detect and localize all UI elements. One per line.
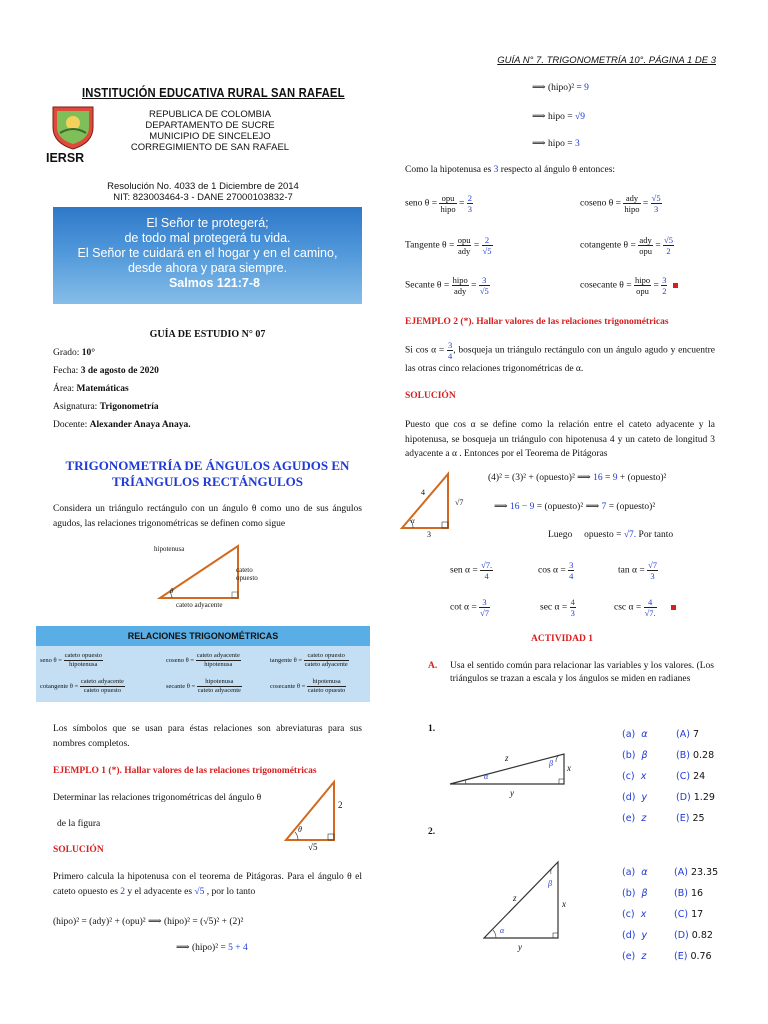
frac-den: 2 (666, 246, 671, 256)
frac (439, 193, 456, 214)
example2-eq2 (494, 501, 655, 512)
example1-statement: Determinar las relaciones trigonométricas del ángulo θ (53, 793, 262, 803)
frac-num: hipo (634, 275, 651, 285)
result-name: sen α = (450, 565, 478, 576)
eq-value: 3 (575, 139, 580, 149)
stmt-text: , bosqueja un triángulo rectángulo con un ángulo agudo y encuentre las otras cinco relaciones trigonométricas de α. (405, 345, 716, 374)
eq-value: 16 (593, 473, 603, 483)
relations-table (36, 626, 370, 702)
frac (452, 275, 469, 296)
frac-den: ady (457, 246, 471, 256)
example1-eq1: (hipo)² = (ady)² + (opu)² ⟹ (hipo)² = (√5)² + (2)² (53, 917, 244, 927)
table-cell (166, 652, 241, 669)
frac-num: 2 (467, 193, 472, 203)
frac (570, 597, 576, 618)
table-cell (270, 678, 346, 695)
problem2-left-options (622, 862, 648, 967)
eq-part: ⟹ hipo = (532, 139, 573, 149)
eq-part: = (602, 473, 613, 483)
institution-name: INSTITUCIÓN EDUCATIVA RURAL SAN RAFAEL (82, 86, 345, 100)
option: (c) x (622, 771, 647, 782)
option: (d) y (622, 792, 648, 803)
option: (e) z (622, 813, 647, 824)
resolution-text: Resolución No. 4033 de 1 Diciembre de 2014 (107, 181, 299, 192)
problem2-triangle-figure (480, 858, 566, 942)
result-name: sec α = (540, 602, 568, 613)
table-cell-frac (307, 678, 346, 695)
table-cell (270, 652, 349, 669)
frac-den: ady (454, 286, 467, 296)
frac-num: 3 (569, 560, 574, 570)
example1-eq4 (532, 111, 585, 122)
frac-den: 3 (650, 571, 655, 581)
fig-adj-label: cateto adyacente (176, 601, 223, 609)
institution-line: MUNICIPIO DE SINCELEJO (149, 131, 271, 142)
option: (e) z (622, 951, 647, 962)
bible-verse-banner (53, 207, 362, 304)
example1-solution-text (53, 870, 362, 900)
frac (467, 193, 473, 214)
nit-text: NIT: 823003464-3 - DANE 27000103832-7 (113, 192, 293, 203)
fig-hyp-label: hipotenusa (154, 545, 185, 553)
option: (c) x (622, 909, 647, 920)
result-name: tan α = (618, 565, 645, 576)
frac-num: cateto adyacente (80, 678, 124, 685)
eq-part: Por tanto (636, 530, 674, 540)
institution-lines (122, 109, 298, 153)
result-cotangent: cotangente θ = ady opu = $\frac{√5}{2}$ (580, 235, 673, 256)
example1-title: EJEMPLO 1 (*). Hallar valores de las relaciones trigonométricas (53, 766, 317, 776)
table-cell-frac (304, 652, 349, 669)
frac (638, 235, 653, 256)
ex2-result-sec (540, 597, 576, 618)
eq-part: Luego (548, 530, 573, 540)
frac-den: 4 (448, 351, 453, 361)
p1-y-label: y (510, 788, 514, 798)
result-name: cotangente θ = (580, 240, 636, 251)
hyp-text: respecto al ángulo θ entonces: (500, 165, 616, 175)
frac (634, 275, 651, 296)
ex2-fig-angle: α (411, 517, 415, 525)
subject-value: Trigonometría (99, 402, 159, 412)
subject-label: Asignatura: (53, 402, 98, 412)
frac-den: √5 (482, 246, 492, 256)
sol-opp: 2 (120, 887, 126, 897)
option: (D) 0.82 (674, 930, 713, 941)
frac-den: √5 (479, 286, 489, 296)
result-cosecant: cosecante θ = hipo opu = $\frac{3}{2}$ (580, 275, 678, 296)
frac-den: 4 (484, 571, 489, 581)
table-cell-frac (64, 652, 103, 669)
result-name: cosecante θ = (580, 280, 632, 291)
p2-x-label: x (562, 899, 566, 909)
example2-title: EJEMPLO 2 (*). Hallar valores de las relaciones trigonométricas (405, 317, 669, 327)
p1-x-label: x (567, 763, 571, 773)
result-name: Tangente θ = (405, 240, 455, 251)
ex2-result-sen (450, 560, 493, 581)
problem2-right-options (674, 862, 718, 967)
verse-line: desde ahora y para siempre. (127, 261, 288, 275)
institution-line: REPUBLICA DE COLOMBIA (149, 109, 271, 120)
option: (b) β (622, 888, 648, 899)
p2-beta-label: β (548, 879, 552, 888)
eq-value: √7. (623, 530, 637, 540)
option: (C) 17 (674, 909, 704, 920)
institution-line: CORREGIMIENTO DE SAN RAFAEL (130, 142, 290, 153)
eq-value: 7 (601, 502, 607, 512)
section-title: TRIGONOMETRÍA DE ÁNGULOS AGUDOS EN TRÍANGULOS RECTÁNGULOS (65, 458, 350, 489)
result-name: Secante θ = (405, 280, 450, 291)
frac-den: 3 (653, 204, 659, 214)
end-of-proof-icon (673, 283, 678, 288)
fig-theta-label: θ (170, 587, 174, 595)
option: (C) 24 (676, 771, 706, 782)
frac-num: ady (623, 193, 640, 204)
frac-den: 2 (662, 286, 667, 296)
frac-den: hipo (440, 204, 456, 214)
table-cell-frac (196, 652, 241, 669)
option: (A) 7 (676, 729, 699, 740)
result-secant: Secante θ = hipo ady = $\frac{3}{√5}$ (405, 275, 489, 296)
frac-den: 3 (570, 608, 575, 618)
frac-den: 3 (467, 204, 472, 214)
ex2-result-csc (614, 597, 676, 618)
activity-item-text: Usa el sentido común para relacionar las variables y los valores. (Los triángulos se trazan a escala y los ángulos se miden en radianes (450, 661, 714, 684)
activity-item-label: A. (428, 661, 438, 671)
table-cell-name: cotangente θ = (40, 682, 79, 690)
example1-eq2 (176, 942, 248, 953)
option: (b) β (622, 750, 648, 761)
p1-alpha-label: α (484, 772, 489, 781)
table-cell-name: cosecante θ = (270, 682, 306, 690)
eq-part: ⟹ (hipo)² = (532, 83, 582, 93)
problem-number: 1. (428, 724, 436, 734)
eq-value: 9 (584, 83, 589, 93)
option: (a) α (622, 729, 648, 740)
page-header: GUÍA N° 7. TRIGONOMETRÍA 10°. PÁGINA 1 DE 3 (497, 55, 716, 66)
frac (647, 560, 658, 581)
option: (d) y (622, 930, 648, 941)
eq-value: √9 (575, 112, 585, 122)
intro-text: Considera un triángulo rectángulo con un ángulo θ como uno de sus ángulos agudos, las relaciones trigonométricas se definen como sigue (53, 504, 362, 529)
frac-num: 4 (570, 597, 575, 607)
table-cell-frac (80, 678, 125, 695)
problem1-right-options (676, 724, 715, 829)
example2-solution-label: SOLUCIÓN (405, 391, 456, 401)
result-name: csc α = (614, 602, 642, 613)
p1-z-label: z (505, 753, 509, 763)
frac-num: cateto opuesto (64, 652, 102, 659)
fig-opp-label: cateto opuesto (236, 566, 258, 582)
sol-text: y el adyacente es (127, 887, 193, 897)
verse-line: El Señor te cuidará en el hogar y en el camino, (77, 246, 338, 260)
frac (479, 597, 490, 618)
frac-num: 3 (479, 275, 490, 286)
p2-y-label: y (518, 942, 522, 952)
p1-beta-label: β (549, 759, 553, 768)
problem-number: 2. (428, 827, 436, 837)
frac-num: 2 (482, 235, 493, 246)
eq-part: = (opuesto)² ⟹ (534, 502, 602, 512)
ex1-fig-side: 2 (338, 800, 343, 810)
ex2-fig-adj: 3 (427, 530, 431, 539)
area-row (53, 384, 129, 394)
result-name: coseno θ = (580, 198, 622, 209)
frac-num: hipotenusa (197, 678, 242, 687)
frac-den: cateto opuesto (307, 687, 346, 694)
ex2-fig-hyp: 4 (421, 488, 425, 497)
table-cell (166, 678, 242, 695)
date-value: 3 de agosto de 2020 (80, 366, 159, 376)
ex2-fig-opp: √7 (455, 498, 464, 507)
frac-num: opu (457, 235, 471, 245)
ex2-result-tan (618, 560, 658, 581)
grade-value: 10° (81, 348, 96, 358)
hyp-text: Como la hipotenusa es (405, 165, 492, 175)
frac-num: 3 (662, 275, 667, 285)
frac (482, 235, 493, 256)
verse-line: de todo mal protegerá tu vida. (124, 231, 291, 245)
example1-eq5 (532, 138, 580, 149)
option: (D) 1.29 (676, 792, 715, 803)
table-cell-name: seno θ = (40, 656, 62, 664)
guide-title: GUÍA DE ESTUDIO N° 07 (149, 329, 266, 340)
result-tangent: Tangente θ = opu ady = $\frac{2}{√5}$ (405, 235, 492, 256)
table-title: RELACIONES TRIGONOMÉTRICAS (36, 626, 370, 646)
institution-line: DEPARTAMENTO DE SUCRE (145, 120, 275, 131)
example1-hyp-text (405, 165, 615, 175)
area-value: Matemáticas (76, 384, 129, 394)
frac (479, 275, 490, 296)
frac (623, 193, 640, 214)
p2-alpha-label: α (500, 926, 505, 935)
stmt-text: Si cos α = (405, 345, 445, 356)
result-sine: seno θ = opu hipo = $\frac{2}{3}$ (405, 193, 472, 214)
frac-den: cateto adyacente (304, 661, 348, 668)
problem1-left-options (622, 724, 648, 829)
date-row (53, 366, 159, 376)
eq-part: = (opuesto)² (606, 502, 656, 512)
example2-eq3 (548, 530, 673, 540)
frac (644, 597, 657, 618)
frac-den: 4 (569, 571, 574, 581)
frac (457, 235, 472, 256)
option: (B) 0.28 (676, 750, 715, 761)
frac-num: √7 (648, 560, 657, 570)
eq-value: 5 + 4 (228, 943, 248, 953)
eq-part: (4)² = (3)² + (opuesto)² ⟹ (488, 473, 594, 483)
example1-solution-label: SOLUCIÓN (53, 845, 104, 855)
p2-z-label: z (513, 893, 517, 903)
table-cell (40, 678, 125, 695)
frac-num: opu (439, 193, 456, 204)
verse-line: El Señor te protegerá; (146, 216, 269, 230)
frac-num: 4 (644, 597, 657, 608)
frac-den: hipotenusa (204, 661, 233, 668)
frac (651, 193, 662, 214)
eq-part: opuesto = (584, 530, 624, 540)
frac-den: hipotenusa (69, 661, 98, 668)
frac-den: opu (636, 286, 649, 296)
frac-den: hipo (624, 204, 640, 214)
frac-num: 3 (479, 597, 490, 608)
teacher-row (53, 420, 191, 430)
grade-row (53, 348, 95, 358)
frac-den: √7 (480, 608, 489, 618)
ex1-fig-angle: θ (298, 825, 302, 834)
example2-text: Puesto que cos α se define como la relación entre el cateto adyacente y la hipotenusa, se bosqueja un triángulo con hipotenusa 4 y un cateto de longitud 3 adyacente a α . Entonces por el Teorema de Pitágoras (405, 420, 715, 459)
frac-num: 3 (448, 340, 453, 350)
result-name: seno θ = (405, 198, 438, 209)
symbols-text: Los símbolos que se usan para éstas relaciones son abreviaturas para sus nombres completos. (53, 724, 362, 749)
sol-adj: √5 (194, 887, 205, 897)
example1-statement2: de la figura (57, 819, 101, 829)
frac-den: opu (639, 246, 652, 256)
frac-num: hipo (452, 275, 468, 285)
frac-den: √7. (644, 608, 656, 618)
eq-part: ⟹ (hipo)² = (176, 943, 226, 953)
result-name: cos α = (538, 565, 566, 576)
school-logo (48, 103, 98, 151)
example2-statement (405, 340, 715, 378)
date-label: Fecha: (53, 366, 79, 376)
result-cosine: coseno θ = ady hipo = $\frac{√5}{3}$ (580, 193, 661, 214)
option: (a) α (622, 867, 648, 878)
eq-value: 9 (612, 473, 618, 483)
eq-part: + (opuesto)² (617, 473, 667, 483)
table-cell (40, 652, 103, 669)
activity-title: ACTIVIDAD 1 (531, 634, 594, 644)
ex2-result-cot (450, 597, 490, 618)
verse-source: Salmos 121:7-8 (168, 276, 260, 290)
hyp-value: 3 (493, 165, 499, 175)
frac-num: √7. (481, 560, 493, 570)
subject-row (53, 402, 159, 412)
frac-num: ady (639, 235, 652, 245)
example2-eq1 (488, 472, 666, 483)
teacher-label: Docente: (53, 420, 88, 430)
end-of-proof-icon (671, 605, 676, 610)
sol-text: , por lo tanto (206, 887, 256, 897)
frac-num: √5 (664, 235, 673, 245)
option: (E) 0.76 (674, 951, 712, 962)
eq-value: 16 − 9 (510, 502, 535, 512)
frac-den: cateto opuesto (83, 687, 122, 694)
teacher-value: Alexander Anaya Anaya. (89, 420, 191, 430)
option: (B) 16 (674, 888, 704, 899)
grade-label: Grado: (53, 348, 80, 358)
area-label: Área: (53, 384, 75, 394)
resolution-block (78, 181, 328, 203)
frac-den: cateto adyacente (197, 687, 241, 694)
frac (661, 275, 667, 296)
frac-num: hipotenusa (307, 678, 346, 687)
frac (568, 560, 574, 581)
problem1-triangle-figure (448, 750, 578, 792)
ex1-fig-base: √5 (308, 842, 318, 852)
frac (663, 235, 674, 256)
frac-num: cateto opuesto (304, 652, 349, 661)
frac-num: cateto adyacente (196, 652, 240, 659)
option: (A) 23.35 (674, 867, 719, 878)
table-cell-frac (197, 678, 242, 695)
table-cell-name: coseno θ = (166, 656, 195, 664)
frac (480, 560, 493, 581)
institution-abbr: IERSR (46, 151, 85, 165)
table-cell-name: secante θ = (166, 682, 196, 690)
example1-eq3 (532, 82, 589, 93)
result-name: cot α = (450, 602, 477, 613)
table-cell-name: tangente θ = (270, 656, 303, 664)
eq-part: ⟹ (494, 502, 510, 512)
eq-part: ⟹ hipo = (532, 112, 573, 122)
option: (E) 25 (676, 813, 705, 824)
frac-num: √5 (651, 193, 661, 203)
sol-text: Primero calcula la hipotenusa con el teorema de Pitágoras. Para el ángulo θ el cateto opuesto es (53, 872, 362, 897)
ex2-result-cos (538, 560, 574, 581)
